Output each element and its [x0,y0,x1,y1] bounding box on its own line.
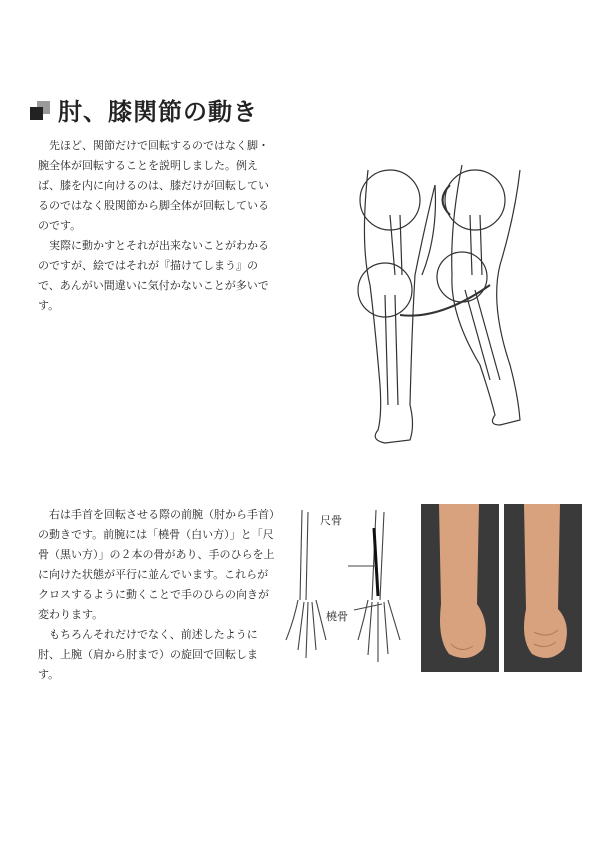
paragraph-text: もちろんそれだけでなく、前述したように肘、上腕（肩から肘まで）の旋回で回転します。 [38,628,258,681]
paragraph-text: 先ほど、関節だけで回転するのではなく脚・腕全体が回転することを説明しました。例えば、膝を内に向けるのは、膝だけが回転しているのではなく股関節から脚全体が回転しているのです。 [38,139,269,232]
radius-label: 橈骨 [326,610,348,623]
paragraph-text: 実際に動かすとそれが出来ないことがわかるのですが、絵ではそれが『描けてしまう』ので、あんがい間違いに気付かないことが多いです。 [38,239,269,312]
leg-skeleton-figure [340,125,550,455]
paragraph-text: 右は手首を回転させる際の前腕（肘から手首）の動きです。前腕には「橈骨（白い方）」と「尺骨（黒い方）」の２本の骨があり、手のひらを上に向けた状態が平行に並んでいます。これらがクロスするように動くことで手のひらの向きが変わります。 [38,508,275,621]
ulna-label: 尺骨 [320,514,342,527]
paragraph-knee [38,136,276,316]
forearm-photo-palm-down [421,504,499,672]
paragraph-forearm [38,505,276,685]
forearm-photo-palm-up [504,504,582,672]
section-title: 肘、膝関節の動き [58,97,258,126]
forearm-skeleton-figure [276,500,416,678]
title-marker-icon [30,101,50,121]
